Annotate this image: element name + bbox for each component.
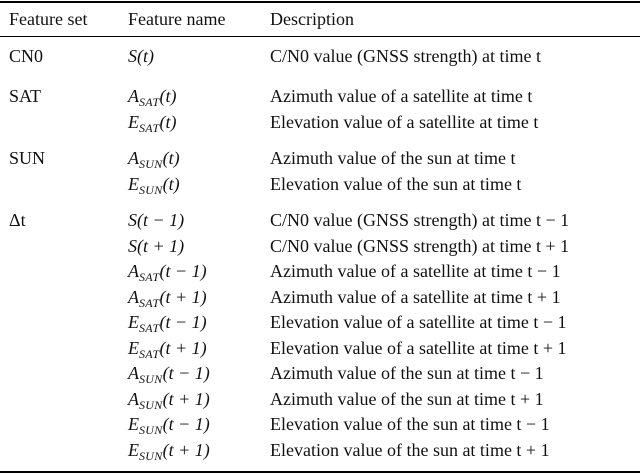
feature-argument: (t − 1) [162, 414, 210, 434]
feature-description: Azimuth value of a satellite at time t [270, 86, 533, 106]
feature-name [128, 208, 184, 232]
feature-name [128, 110, 176, 136]
feature-symbol: A [128, 261, 139, 281]
feature-set-label: SAT [9, 86, 42, 106]
feature-symbol: E [128, 337, 139, 358]
feature-argument: (t) [162, 148, 180, 168]
feature-name [128, 361, 210, 387]
feature-description: C/N0 value (GNSS strength) at time t + 1 [270, 235, 570, 256]
feature-subscript: SAT [139, 346, 160, 361]
feature-symbol: S [128, 235, 137, 256]
feature-argument: (t + 1) [159, 337, 207, 358]
feature-description: Azimuth value of a satellite at time t + 1 [270, 286, 561, 307]
feature-symbol: A [128, 363, 139, 383]
feature-name [128, 146, 180, 172]
feature-subscript: SUN [139, 182, 163, 197]
feature-symbol: A [128, 388, 139, 409]
feature-name [128, 234, 184, 258]
feature-argument: (t − 1) [159, 312, 207, 332]
feature-argument: (t) [159, 86, 177, 106]
feature-description: Azimuth value of the sun at time t [270, 148, 516, 168]
feature-name [128, 285, 207, 311]
feature-description: Elevation value of a satellite at time t [270, 111, 539, 132]
feature-subscript: SAT [139, 295, 160, 310]
feature-argument: (t − 1) [137, 210, 185, 230]
feature-symbol: A [128, 286, 139, 307]
feature-description: Elevation value of the sun at time t + 1 [270, 439, 550, 460]
feature-description: C/N0 value (GNSS strength) at time t − 1 [270, 210, 570, 230]
feature-subscript: SAT [139, 95, 160, 109]
feature-symbol: S [128, 46, 137, 66]
feature-set-label: CN0 [9, 46, 44, 66]
feature-argument: (t + 1) [162, 439, 210, 460]
feature-name [128, 310, 207, 336]
feature-name [128, 438, 210, 464]
bottom-rule [0, 471, 640, 473]
feature-symbol: S [128, 210, 137, 230]
feature-argument: (t) [162, 173, 180, 194]
feature-set-label: Δt [9, 210, 26, 230]
feature-description: Azimuth value of the sun at time t − 1 [270, 363, 544, 383]
feature-symbol: E [128, 312, 139, 332]
feature-argument: (t − 1) [162, 363, 210, 383]
feature-symbol: E [128, 111, 139, 132]
top-rule [0, 1, 640, 3]
feature-name [128, 336, 207, 362]
feature-subscript: SAT [139, 270, 160, 284]
feature-subscript: SUN [139, 423, 163, 437]
feature-description: Azimuth value of the sun at time t + 1 [270, 388, 544, 409]
feature-argument: (t) [137, 46, 154, 66]
feature-argument: (t + 1) [137, 235, 185, 256]
feature-description: Elevation value of the sun at time t [270, 173, 522, 194]
feature-description: Elevation value of a satellite at time t − 1 [270, 312, 567, 332]
feature-name [128, 387, 210, 413]
feature-description: Elevation value of a satellite at time t + 1 [270, 337, 567, 358]
feature-description: C/N0 value (GNSS strength) at time t [270, 46, 541, 66]
feature-subscript: SUN [139, 372, 163, 386]
feature-symbol: A [128, 148, 139, 168]
feature-set-label: SUN [9, 148, 46, 168]
feature-subscript: SUN [139, 448, 163, 463]
header-feature-name: Feature name [128, 9, 226, 29]
feature-subscript: SUN [139, 157, 163, 171]
feature-argument: (t + 1) [162, 388, 210, 409]
feature-argument: (t − 1) [159, 261, 207, 281]
feature-description: Elevation value of the sun at time t − 1 [270, 414, 550, 434]
header-rule [0, 36, 640, 37]
feature-argument: (t + 1) [159, 286, 207, 307]
feature-name [128, 84, 176, 110]
header-description: Description [270, 9, 354, 29]
feature-symbol: E [128, 414, 139, 434]
feature-name [128, 172, 180, 198]
feature-name [128, 259, 207, 285]
feature-subscript: SAT [139, 321, 160, 335]
feature-subscript: SAT [139, 120, 160, 135]
header-feature-set: Feature set [9, 9, 88, 29]
feature-symbol: A [128, 86, 139, 106]
feature-name [128, 44, 154, 68]
feature-subscript: SUN [139, 397, 163, 412]
feature-description: Azimuth value of a satellite at time t − 1 [270, 261, 561, 281]
feature-name [128, 412, 210, 438]
feature-symbol: E [128, 439, 139, 460]
feature-symbol: E [128, 173, 139, 194]
feature-argument: (t) [159, 111, 177, 132]
